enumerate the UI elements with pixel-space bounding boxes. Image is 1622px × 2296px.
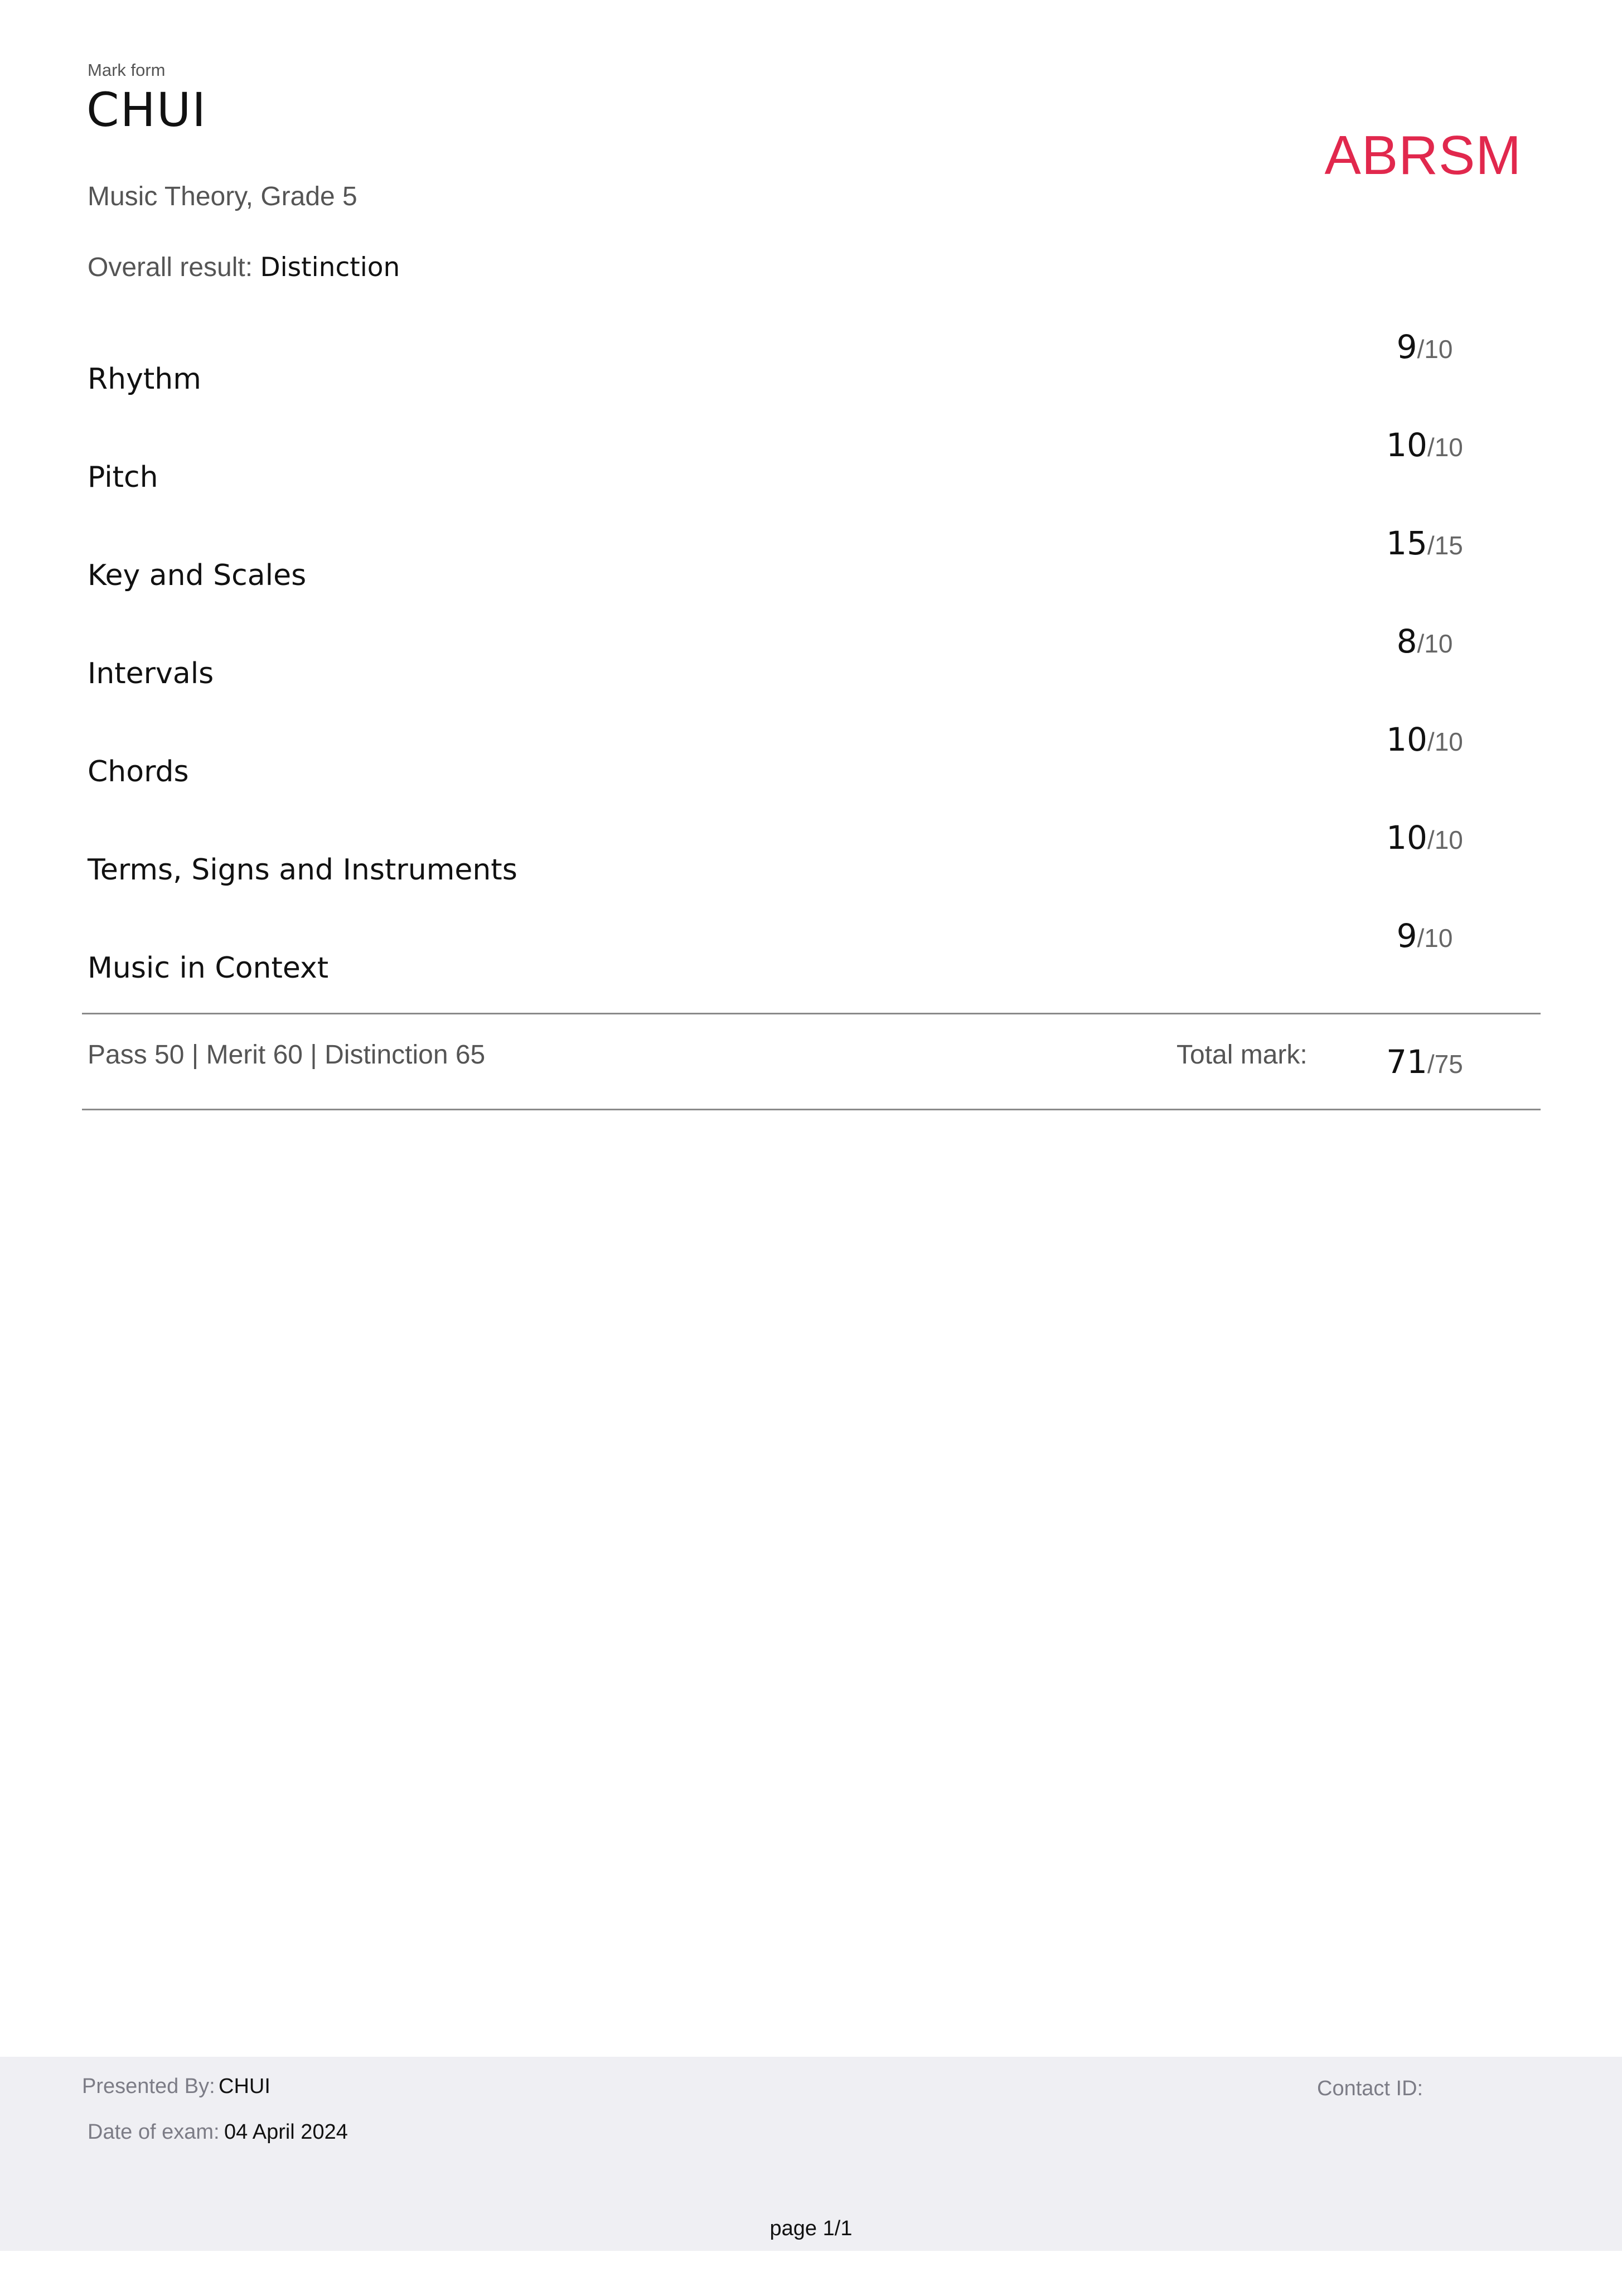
- section-name: Key and Scales: [88, 559, 307, 592]
- exam-date-label: Date of exam:: [88, 2120, 220, 2144]
- section-score: [1327, 426, 1522, 464]
- section-name: Pitch: [88, 461, 158, 494]
- overall-result-value: Distinction: [260, 252, 400, 283]
- candidate-name: CHUI: [86, 83, 207, 137]
- section-score: [1327, 328, 1522, 366]
- section-score: [1327, 524, 1522, 562]
- overall-result: [88, 252, 400, 283]
- section-score: [1327, 622, 1522, 660]
- contact-id-label: Contact ID:: [1317, 2077, 1424, 2100]
- form-type-label: Mark form: [88, 60, 166, 80]
- section-score-value: 9: [1396, 917, 1417, 955]
- exam-subject: Music Theory, Grade 5: [88, 182, 357, 211]
- section-row-rhythm: [0, 312, 1622, 410]
- total-mark-value: 71: [1386, 1043, 1427, 1081]
- section-score-max: /10: [1417, 335, 1453, 364]
- section-score-value: 10: [1386, 721, 1427, 758]
- divider-bottom: [82, 1109, 1541, 1110]
- presented-by-value: CHUI: [219, 2075, 270, 2098]
- section-score-value: 9: [1396, 328, 1417, 366]
- section-score-value: 10: [1386, 819, 1427, 857]
- section-name: Intervals: [88, 657, 214, 690]
- section-row-music-in-context: [0, 901, 1622, 999]
- exam-date-value: 04 April 2024: [224, 2120, 348, 2144]
- section-row-terms-signs-instruments: [0, 803, 1622, 901]
- section-score-max: /15: [1427, 531, 1463, 560]
- section-row-pitch: [0, 410, 1622, 509]
- presented-by-label: Presented By:: [82, 2075, 215, 2098]
- grade-thresholds: Pass 50 | Merit 60 | Distinction 65: [88, 1040, 486, 1070]
- abrsm-logo: ABRSM: [1324, 124, 1522, 186]
- section-score-value: 15: [1386, 524, 1427, 562]
- divider-top: [82, 1013, 1541, 1014]
- section-row-key-and-scales: [0, 509, 1622, 607]
- section-name: Rhythm: [88, 362, 201, 396]
- section-score-value: 8: [1396, 622, 1417, 660]
- section-name: Terms, Signs and Instruments: [88, 853, 517, 887]
- section-row-intervals: [0, 607, 1622, 705]
- section-score-max: /10: [1427, 433, 1463, 462]
- section-name: Music in Context: [88, 951, 329, 985]
- section-score-value: 10: [1386, 426, 1427, 464]
- section-score-max: /10: [1427, 727, 1463, 756]
- section-score-max: /10: [1427, 825, 1463, 854]
- section-name: Chords: [88, 755, 189, 789]
- page-number: page 1/1: [769, 2217, 853, 2240]
- section-score-max: /10: [1417, 924, 1453, 953]
- overall-result-label: Overall result:: [88, 253, 253, 282]
- total-mark-max: /75: [1427, 1050, 1463, 1079]
- section-score: [1327, 917, 1522, 955]
- section-score: [1327, 819, 1522, 857]
- total-mark-label: Total mark:: [1176, 1040, 1308, 1070]
- section-score-max: /10: [1417, 629, 1453, 658]
- section-row-chords: [0, 705, 1622, 803]
- total-mark: [1327, 1043, 1522, 1081]
- section-score: [1327, 721, 1522, 758]
